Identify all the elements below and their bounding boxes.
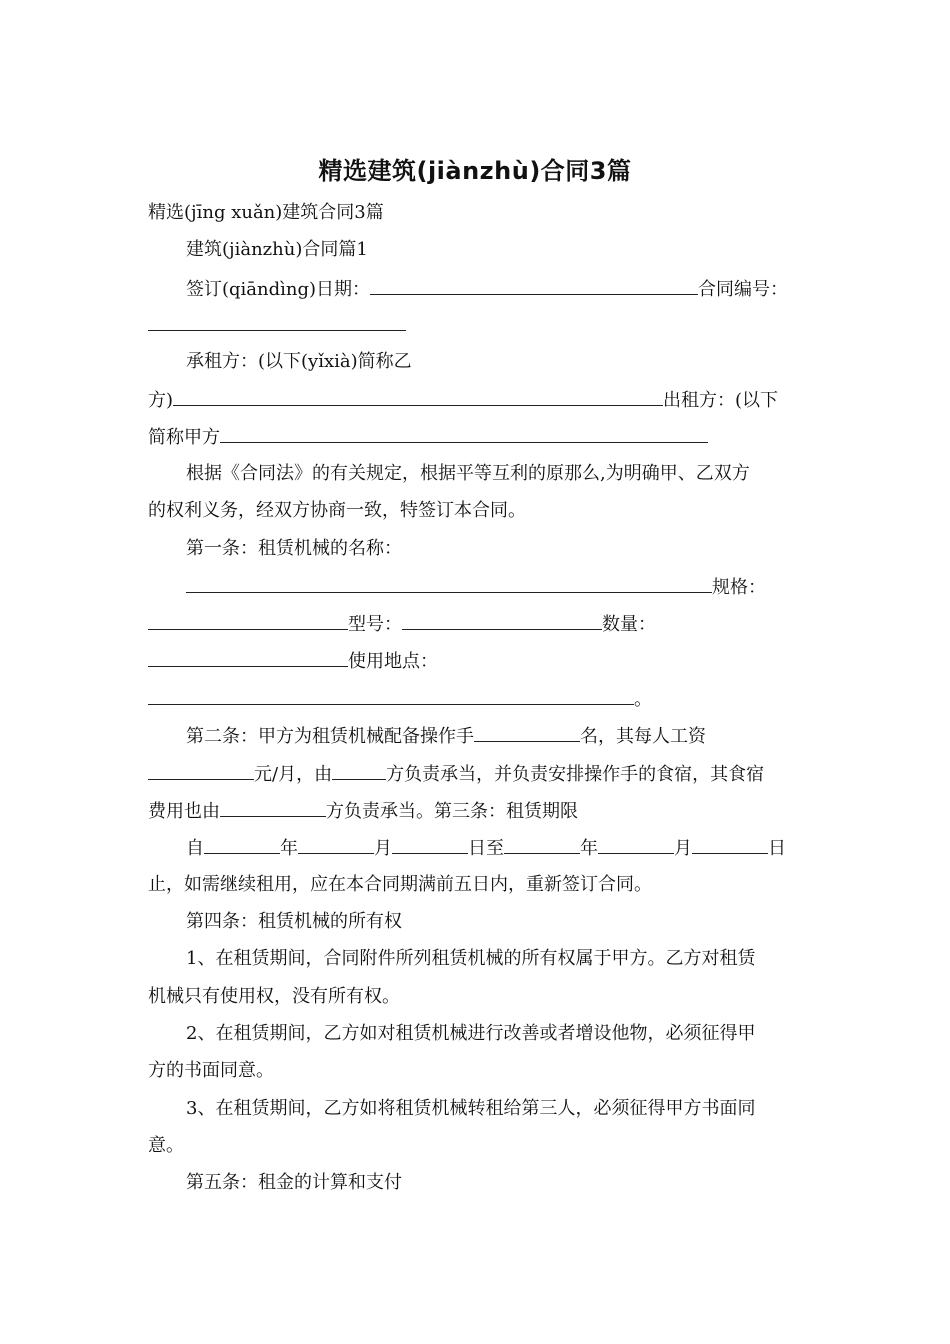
paragraph-line: 1、在租赁期间，合同附件所列租赁机械的所有权属于甲方。乙方对租赁 (186, 948, 756, 969)
period-line (186, 835, 786, 861)
date-blank (298, 835, 374, 854)
paragraph-line: 根据《合同法》的有关规定，根据平等互利的原那么,为明确甲、乙双方 (186, 463, 750, 484)
article-text: 元/月，由 (254, 764, 333, 785)
article-text: 名，其每人工资 (580, 726, 706, 747)
lessee-blank (173, 387, 663, 406)
place-label: 使用地点： (348, 651, 438, 672)
paragraph-line: 意。 (148, 1135, 184, 1156)
period-text: 日 (768, 838, 786, 859)
model-label: 型号： (348, 614, 402, 635)
period-text: 月 (374, 838, 392, 859)
party-blank (220, 798, 326, 817)
article-heading: 第五条：租金的计算和支付 (186, 1172, 402, 1193)
article-line (148, 761, 764, 787)
period-text: 自 (186, 838, 204, 859)
period-text: 年 (580, 838, 598, 859)
name-blank (186, 574, 712, 593)
contract-no-label: 合同编号： (698, 279, 789, 300)
period-text: 年 (280, 838, 298, 859)
operator-count-blank (474, 723, 580, 742)
article-text: 方负责承当。第三条：租赁期限 (326, 801, 578, 822)
article-heading: 第四条：租赁机械的所有权 (186, 911, 402, 932)
paragraph-line: 方的书面同意。 (148, 1060, 274, 1081)
wage-blank (148, 761, 254, 780)
lessor-label: 出租方：(以下 (663, 390, 779, 411)
model-qty-line (148, 611, 656, 637)
date-blank (598, 835, 674, 854)
article-line (186, 723, 706, 749)
date-blank (504, 835, 580, 854)
paragraph-line: 止，如需继续租用，应在本合同期满前五日内，重新签订合同。 (148, 874, 652, 895)
article-line (148, 798, 578, 824)
article-heading: 第一条：租赁机械的名称： (186, 538, 402, 559)
lessor-label-end: 简称甲方 (148, 427, 220, 448)
period: 。 (634, 689, 652, 710)
section-heading: 建筑(jiànzhù)合同篇1 (186, 239, 368, 260)
article-text: 费用也由 (148, 801, 220, 822)
period-text: 月 (674, 838, 692, 859)
lessee-line: 承租方：(以下(yǐxià)简称乙 (186, 351, 412, 372)
article-text: 方负责承当，并负责安排操作手的食宿，其食宿 (386, 764, 765, 785)
paragraph-line: 机械只有使用权，没有所有权。 (148, 986, 400, 1007)
sign-date-line (186, 276, 788, 302)
lessor-blank (220, 424, 708, 443)
date-blank (204, 835, 280, 854)
date-blank (392, 835, 468, 854)
contract-no-blank (148, 312, 406, 331)
spec-blank (148, 611, 348, 630)
qty-blank (148, 648, 348, 667)
place-blank-line (148, 686, 652, 712)
period-text: 日至 (468, 838, 504, 859)
lessee-lessor-line (148, 387, 778, 413)
qty-label: 数量： (602, 614, 656, 635)
paragraph-line: 3、在租赁期间，乙方如将租赁机械转租给第三人，必须征得甲方书面同 (186, 1098, 756, 1119)
spec-line (186, 574, 766, 600)
paragraph-line: 的权利义务，经双方协商一致，特签订本合同。 (148, 500, 526, 521)
spec-label: 规格： (712, 577, 766, 598)
sign-date-blank (370, 276, 698, 295)
place-blank (148, 686, 634, 705)
sign-date-label: 签订(qiāndìng)日期： (186, 279, 371, 300)
model-blank (402, 611, 602, 630)
date-blank (692, 835, 768, 854)
contract-no-line (148, 312, 406, 338)
party-blank (332, 761, 386, 780)
lessee-label-end: 方) (148, 390, 174, 411)
page-title: 精选建筑(jiànzhù)合同3篇 (318, 157, 632, 185)
article-text: 第二条：甲方为租赁机械配备操作手 (186, 726, 474, 747)
paragraph-line: 2、在租赁期间，乙方如对租赁机械进行改善或者增设他物，必须征得甲 (186, 1023, 756, 1044)
lessor-line (148, 424, 708, 450)
subtitle: 精选(jīng xuǎn)建筑合同3篇 (148, 202, 384, 223)
place-line (148, 648, 438, 674)
